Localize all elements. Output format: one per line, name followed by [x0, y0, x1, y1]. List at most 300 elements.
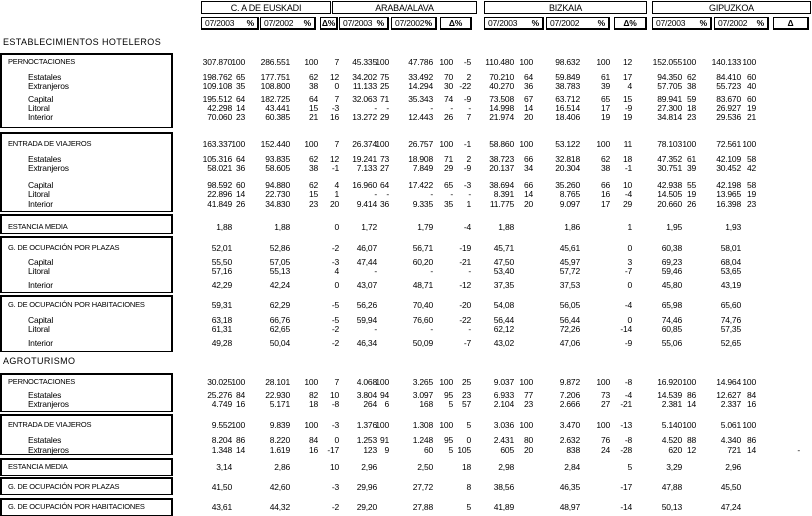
cell-value: 58	[746, 180, 756, 190]
cell-value: -22	[459, 315, 471, 325]
col-header-percent: %	[246, 18, 254, 28]
cell-value: 105	[457, 445, 471, 455]
cell-value: 13.965	[716, 189, 741, 199]
cell-value: 29.536	[716, 112, 741, 122]
cell-value: 57,16	[211, 266, 232, 276]
col-header-period: 07/2003	[656, 18, 686, 28]
group-label: G. DE OCUPACIÓN POR PLAZAS	[8, 482, 120, 491]
cell-value: 48,71	[412, 280, 433, 290]
cell-value: 140.133	[711, 57, 741, 67]
cell-value: 62	[308, 180, 318, 190]
row-label: Extranjeros	[28, 81, 69, 91]
cell-value: 11.775	[489, 199, 514, 209]
cell-value: 35.260	[555, 180, 580, 190]
cell-value: 60	[746, 94, 756, 104]
col-header-percent: %	[303, 18, 311, 28]
cell-value: 18.406	[555, 112, 580, 122]
col-header-percent: %	[756, 18, 764, 28]
cell-value: 50,04	[269, 338, 290, 348]
row-label: Litoral	[28, 324, 50, 334]
cell-value: 195.512	[202, 94, 232, 104]
group-label: PERNOCTACIONES	[8, 377, 76, 386]
cell-value: 46,34	[356, 338, 377, 348]
cell-value: 37,35	[493, 280, 514, 290]
cell-value: 66	[600, 180, 610, 190]
cell-value: 0	[627, 280, 632, 290]
cell-value: 67	[523, 94, 533, 104]
cell-value: -2	[331, 243, 339, 253]
cell-value: 38	[308, 163, 318, 173]
cell-value: -	[374, 324, 377, 334]
cell-value: 16.398	[716, 199, 741, 209]
cell-value: 41,50	[211, 482, 232, 492]
col-header-period: 07/2002	[718, 18, 748, 28]
cell-value: 62	[600, 154, 610, 164]
cell-value: 6.933	[493, 390, 514, 400]
cell-value: 56,26	[356, 300, 377, 310]
cell-value: 1,88	[498, 222, 514, 232]
cell-value: 66	[523, 154, 533, 164]
cell-value: 45,97	[559, 257, 580, 267]
cell-value: 23	[461, 390, 471, 400]
cell-value: 20	[523, 445, 533, 455]
row-label: Litoral	[28, 103, 50, 113]
cell-value: 20	[523, 199, 533, 209]
group-label: ENTRADA DE VIAJEROS	[8, 139, 92, 148]
cell-value: 18.908	[408, 154, 433, 164]
cell-value: 4.749	[211, 399, 232, 409]
cell-value: 72.561	[716, 139, 741, 149]
cell-value: 42.198	[716, 180, 741, 190]
cell-value: 13.272	[352, 112, 377, 122]
cell-value: 4.068	[356, 377, 377, 387]
cell-value: 12.627	[716, 390, 741, 400]
cell-value: 11.133	[352, 81, 377, 91]
cell-value: -	[374, 189, 377, 199]
cell-value: 100	[231, 377, 245, 387]
cell-value: 3.470	[559, 420, 580, 430]
cell-value: 20	[329, 199, 339, 209]
cell-value: 14	[523, 103, 533, 113]
cell-value: 55,13	[269, 266, 290, 276]
cell-value: 88	[686, 435, 696, 445]
cell-value: 33.492	[408, 72, 433, 82]
cell-value: -14	[620, 502, 632, 512]
cell-value: 73.508	[489, 94, 514, 104]
row-label: Capital	[28, 315, 54, 325]
cell-value: -2	[331, 338, 339, 348]
row-label: Litoral	[28, 189, 50, 199]
cell-value: 100	[439, 139, 453, 149]
col-header-2003	[201, 17, 259, 30]
col-header-2002	[260, 17, 316, 30]
cell-value: -	[374, 103, 377, 113]
row-label: Estatales	[28, 390, 62, 400]
cell-value: 42,24	[269, 280, 290, 290]
cell-value: 64	[235, 154, 245, 164]
cell-value: -1	[331, 163, 339, 173]
cell-value: 53.122	[555, 139, 580, 149]
row-label: Capital	[28, 94, 54, 104]
cell-value: 27	[379, 163, 389, 173]
cell-value: -	[468, 189, 471, 199]
cell-value: 3.265	[412, 377, 433, 387]
cell-value: 16	[235, 399, 245, 409]
cell-value: 48,97	[559, 502, 580, 512]
col-header-period: 07/2003	[343, 18, 373, 28]
cell-value: 1.376	[356, 420, 377, 430]
cell-value: -	[468, 103, 471, 113]
cell-value: 20.137	[489, 163, 514, 173]
cell-value: 1.248	[412, 435, 433, 445]
cell-value: 1,86	[564, 222, 580, 232]
cell-value: 620	[668, 445, 682, 455]
cell-value: -	[430, 103, 433, 113]
cell-value: 286.551	[260, 57, 290, 67]
cell-value: 1,95	[666, 222, 682, 232]
cell-value: 12	[329, 72, 339, 82]
row-label: Extranjeros	[28, 399, 69, 409]
cell-value: 41.849	[207, 199, 232, 209]
cell-value: 94.880	[265, 180, 290, 190]
cell-value: 1.308	[412, 420, 433, 430]
region-header: C. A DE EUSKADI	[201, 1, 331, 14]
cell-value: 152.440	[260, 139, 290, 149]
cell-value: 20	[523, 112, 533, 122]
cell-value: 721	[727, 445, 741, 455]
cell-value: 19.241	[352, 154, 377, 164]
row-label: Capital	[28, 180, 54, 190]
cell-value: 26	[686, 199, 696, 209]
cell-value: 4.520	[661, 435, 682, 445]
cell-value: 2.104	[493, 399, 514, 409]
cell-value: 52,86	[269, 243, 290, 253]
col-header-percent: %	[424, 18, 432, 28]
cell-value: 65	[235, 72, 245, 82]
cell-value: 21.974	[489, 112, 514, 122]
cell-value: 9.097	[559, 199, 580, 209]
col-header-2002	[546, 17, 610, 30]
cell-value: 2,84	[564, 462, 580, 472]
cell-value: -	[797, 445, 800, 455]
cell-value: 60.385	[265, 112, 290, 122]
cell-value: 17.422	[408, 180, 433, 190]
cell-value: 264	[363, 399, 377, 409]
cell-value: 37,53	[559, 280, 580, 290]
cell-value: 19	[600, 112, 610, 122]
cell-value: 30.025	[207, 377, 232, 387]
cell-value: -8	[624, 435, 632, 445]
row-label: Litoral	[28, 266, 50, 276]
cell-value: 53,65	[720, 266, 741, 276]
cell-value: 84	[235, 390, 245, 400]
cell-value: 61	[600, 72, 610, 82]
cell-value: 53,40	[493, 266, 514, 276]
cell-value: 22.896	[207, 189, 232, 199]
cell-value: 14	[523, 189, 533, 199]
cell-value: 84	[308, 435, 318, 445]
cell-value: 100	[682, 139, 696, 149]
cell-value: 21	[308, 112, 318, 122]
cell-value: 39	[686, 163, 696, 173]
cell-value: 43,61	[211, 502, 232, 512]
cell-value: -	[450, 189, 453, 199]
cell-value: -12	[459, 280, 471, 290]
cell-value: 73	[600, 390, 610, 400]
cell-value: 123	[363, 445, 377, 455]
cell-value: 94	[379, 390, 389, 400]
cell-value: 7.849	[412, 163, 433, 173]
cell-value: -13	[620, 420, 632, 430]
cell-value: 35.343	[408, 94, 433, 104]
cell-value: 19	[622, 112, 632, 122]
group-label: PERNOCTACIONES	[8, 57, 76, 66]
cell-value: 50,13	[661, 502, 682, 512]
cell-value: 56,05	[559, 300, 580, 310]
cell-value: 1.348	[211, 445, 232, 455]
cell-value: 43.441	[265, 103, 290, 113]
cell-value: 30.452	[716, 163, 741, 173]
cell-value: 100	[682, 377, 696, 387]
col-header-delta: Δ%	[440, 17, 472, 30]
cell-value: 2,50	[417, 462, 433, 472]
col-header-period: 07/2002	[395, 18, 425, 28]
col-header-period: 07/2002	[550, 18, 580, 28]
cell-value: 100	[439, 420, 453, 430]
row-label: Estatales	[28, 435, 62, 445]
cell-value: 100	[596, 377, 610, 387]
cell-value: 34.202	[352, 72, 377, 82]
cell-value: 64	[235, 94, 245, 104]
cell-value: 0	[334, 222, 339, 232]
cell-value: 9.414	[356, 199, 377, 209]
row-label: Extranjeros	[28, 163, 69, 173]
cell-value: 9.839	[269, 420, 290, 430]
cell-value: 65,98	[661, 300, 682, 310]
cell-value: 36	[523, 81, 533, 91]
cell-value: -19	[459, 243, 471, 253]
cell-value: 32.818	[555, 154, 580, 164]
cell-value: 35	[443, 199, 453, 209]
cell-value: 89.941	[657, 94, 682, 104]
cell-value: 38	[686, 81, 696, 91]
cell-value: 58	[746, 154, 756, 164]
cell-value: -	[374, 266, 377, 276]
cell-value: 27,88	[412, 502, 433, 512]
cell-value: 86	[746, 435, 756, 445]
cell-value: 47,44	[356, 257, 377, 267]
cell-value: 58.021	[207, 163, 232, 173]
cell-value: 86	[235, 435, 245, 445]
cell-value: 0	[627, 315, 632, 325]
cell-value: 60,20	[412, 257, 433, 267]
cell-value: 9.552	[211, 420, 232, 430]
group-label: ENTRADA DE VIAJEROS	[8, 420, 92, 429]
cell-value: 100	[375, 377, 389, 387]
cell-value: 69,23	[661, 257, 682, 267]
cell-value: 18	[461, 462, 471, 472]
cell-value: 84	[746, 390, 756, 400]
cell-value: 61,31	[211, 324, 232, 334]
cell-value: 11	[623, 139, 632, 149]
cell-value: 61	[686, 154, 696, 164]
col-header-percent: %	[699, 18, 707, 28]
cell-value: -3	[331, 420, 339, 430]
cell-value: 32.063	[352, 94, 377, 104]
col-header-2003	[484, 17, 544, 30]
cell-value: 0	[334, 280, 339, 290]
cell-value: 23	[308, 199, 318, 209]
cell-value: 38	[600, 163, 610, 173]
cell-value: 5	[466, 502, 471, 512]
col-header-period: 07/2002	[264, 18, 294, 28]
cell-value: 2,96	[725, 462, 741, 472]
cell-value: 7.206	[559, 390, 580, 400]
cell-value: 1,88	[216, 222, 232, 232]
cell-value: 5	[466, 420, 471, 430]
cell-value: 47,50	[493, 257, 514, 267]
cell-value: 18	[686, 103, 696, 113]
cell-value: 30	[443, 81, 453, 91]
cell-value: 100	[439, 377, 453, 387]
cell-value: 2,98	[498, 462, 514, 472]
cell-value: 14	[235, 103, 245, 113]
group-label: G. DE OCUPACIÓN POR HABITACIONES	[8, 300, 145, 309]
cell-value: -7	[463, 338, 471, 348]
cell-value: 3.804	[356, 390, 377, 400]
cell-value: 55,50	[211, 257, 232, 267]
cell-value: 4.340	[720, 435, 741, 445]
cell-value: 100	[519, 420, 533, 430]
cell-value: 7	[334, 139, 339, 149]
cell-value: 75	[379, 72, 389, 82]
cell-value: 17	[600, 103, 610, 113]
row-label: Estatales	[28, 72, 62, 82]
group-label: ESTANCIA MEDIA	[8, 462, 68, 471]
cell-value: 29	[622, 199, 632, 209]
cell-value: 0	[466, 435, 471, 445]
cell-value: -	[468, 324, 471, 334]
cell-value: -1	[624, 163, 632, 173]
cell-value: 19	[686, 189, 696, 199]
col-header-delta: Δ%	[320, 17, 338, 30]
cell-value: 45,61	[559, 243, 580, 253]
cell-value: 49,28	[211, 338, 232, 348]
cell-value: 16	[329, 112, 339, 122]
cell-value: 34.814	[657, 112, 682, 122]
cell-value: 70	[443, 72, 453, 82]
col-header-2003	[652, 17, 712, 30]
cell-value: 83.670	[716, 94, 741, 104]
cell-value: -1	[463, 139, 471, 149]
cell-value: 26.927	[716, 103, 741, 113]
cell-value: 57.705	[657, 81, 682, 91]
cell-value: 77	[523, 390, 533, 400]
section-title: AGROTURISMO	[3, 356, 76, 366]
cell-value: 62	[308, 72, 318, 82]
cell-value: 58.605	[265, 163, 290, 173]
cell-value: 60	[423, 445, 433, 455]
cell-value: 16	[746, 399, 756, 409]
cell-value: 54,08	[493, 300, 514, 310]
cell-value: 17	[600, 199, 610, 209]
cell-value: 8.220	[269, 435, 290, 445]
cell-value: 66,76	[269, 315, 290, 325]
cell-value: 12	[686, 445, 696, 455]
cell-value: 100	[742, 139, 756, 149]
cell-value: 4	[627, 81, 632, 91]
cell-value: 5.171	[269, 399, 290, 409]
cell-value: 23	[686, 112, 696, 122]
cell-value: -17	[620, 482, 632, 492]
cell-value: 60,38	[661, 243, 682, 253]
cell-value: 62,12	[493, 324, 514, 334]
cell-value: 86	[686, 390, 696, 400]
col-header-delta: Δ	[773, 17, 809, 30]
cell-value: 62	[686, 72, 696, 82]
cell-value: 100	[596, 420, 610, 430]
cell-value: 14.294	[408, 81, 433, 91]
cell-value: -8	[624, 377, 632, 387]
cell-value: 24	[600, 445, 610, 455]
cell-value: 62	[308, 154, 318, 164]
cell-value: 23	[235, 112, 245, 122]
cell-value: 29,96	[356, 482, 377, 492]
cell-value: 38.694	[489, 180, 514, 190]
cell-value: 15	[308, 189, 318, 199]
cell-value: 6	[384, 399, 389, 409]
cell-value: 9	[384, 445, 389, 455]
cell-value: -3	[331, 103, 339, 113]
cell-value: 84.410	[716, 72, 741, 82]
cell-value: 20.304	[555, 163, 580, 173]
cell-value: -4	[624, 189, 632, 199]
cell-value: 71	[379, 94, 389, 104]
cell-value: -7	[624, 266, 632, 276]
col-header-2002	[714, 17, 769, 30]
cell-value: 12	[329, 154, 339, 164]
cell-value: 47.786	[408, 57, 433, 67]
cell-value: 17	[622, 72, 632, 82]
cell-value: -2	[331, 324, 339, 334]
cell-value: 14.505	[657, 189, 682, 199]
cell-value: 100	[682, 420, 696, 430]
cell-value: 29	[443, 163, 453, 173]
cell-value: 59,94	[356, 315, 377, 325]
cell-value: 76,60	[412, 315, 433, 325]
cell-value: 7	[334, 94, 339, 104]
cell-value: 55,06	[661, 338, 682, 348]
cell-value: 95	[443, 435, 453, 445]
cell-value: 100	[304, 57, 318, 67]
cell-value: 58.860	[489, 139, 514, 149]
cell-value: 78.103	[657, 139, 682, 149]
cell-value: 98.632	[555, 57, 580, 67]
cell-value: 14	[235, 445, 245, 455]
cell-value: 74,46	[661, 315, 682, 325]
cell-value: 2.381	[661, 399, 682, 409]
col-header-percent: %	[597, 18, 605, 28]
cell-value: 29,20	[356, 502, 377, 512]
cell-value: 163.337	[202, 139, 232, 149]
col-header-period: 07/2003	[205, 18, 235, 28]
cell-value: 70.210	[489, 72, 514, 82]
cell-value: 5.061	[720, 420, 741, 430]
cell-value: 71	[443, 154, 453, 164]
cell-value: 2.431	[493, 435, 514, 445]
cell-value: 1,88	[274, 222, 290, 232]
cell-value: 7	[334, 377, 339, 387]
